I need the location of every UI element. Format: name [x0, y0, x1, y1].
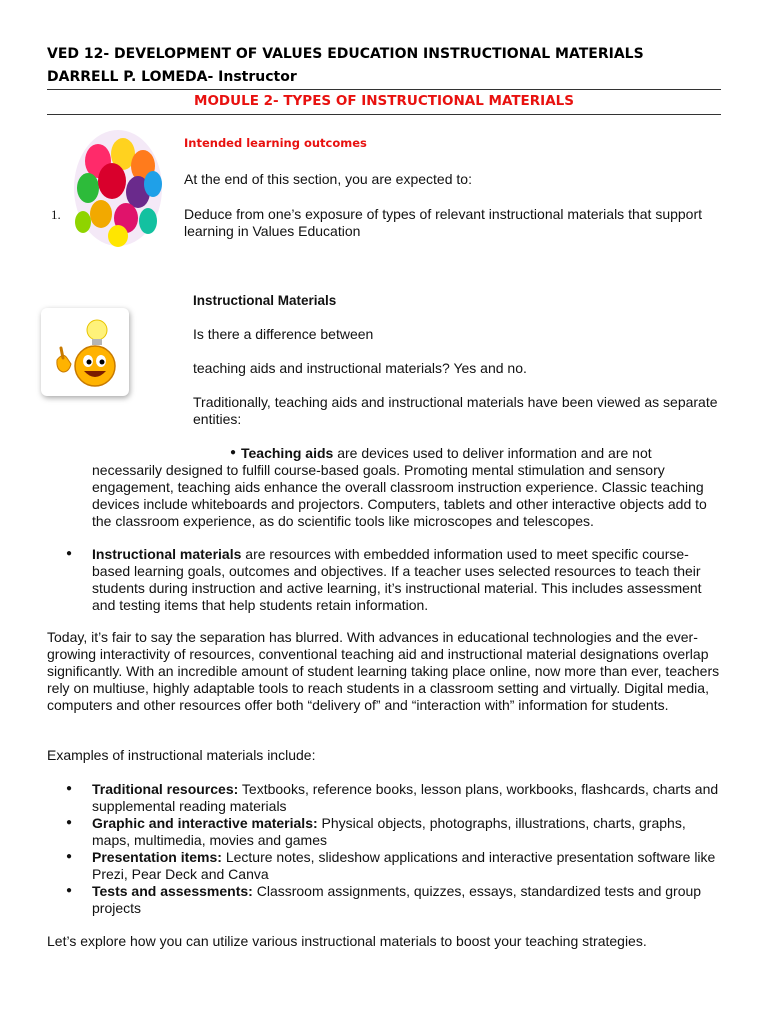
question-line-2: teaching aids and instructional materials? Yes and no. — [193, 360, 527, 376]
example-text: Lecture notes, slideshow applications and interactive presentation software like Prezi, Pear Deck and Canva — [92, 849, 716, 882]
bullet-icon: ● — [66, 548, 73, 559]
balloons-icon — [68, 126, 168, 252]
example-term: Tests and assessments: — [92, 883, 253, 899]
outcome-item: Deduce from one’s exposure of types of relevant instructional materials that support learning in Values Education — [184, 206, 703, 239]
example-item — [92, 815, 722, 849]
teaching-aids-definition — [92, 445, 722, 530]
example-item — [92, 883, 722, 917]
example-term: Presentation items: — [92, 849, 222, 865]
definition-text: are resources with embedded information used to meet specific course-based learning goals, outcomes and objectives. If a teacher uses selected resources to teach their students during instruction and active learning, it’s instructional material. This includes assessment and testing items that help students retain information. — [92, 546, 702, 613]
definition-text: are devices used to deliver information and are not necessarily designed to fulfill course-based goals. Promoting mental stimulation and sensory engagement, teaching aids enhance the overall classroom instruction experience. Classic teaching devices include whiteboards and projectors. Computers, tablets and other interactive objects add to the classroom experience, as do scientific tools like microscopes and telescopes. — [92, 445, 707, 529]
example-item — [92, 849, 722, 883]
example-text: Textbooks, reference books, lesson plans, workbooks, flashcards, charts and supplemental reading materials — [92, 781, 719, 814]
outcome-number: 1. — [51, 207, 61, 222]
section-title: Instructional Materials — [193, 293, 337, 308]
bullet-icon: ● — [66, 783, 73, 794]
closing-paragraph: Let’s explore how you can utilize various instructional materials to boost your teaching strategies. — [47, 933, 647, 949]
example-text: Physical objects, photographs, illustrations, charts, graphs, maps, multimedia, movies and games — [92, 815, 686, 848]
question-line-1: Is there a difference between — [193, 326, 374, 342]
outcomes-title: Intended learning outcomes — [184, 136, 367, 150]
examples-intro: Examples of instructional materials include: — [47, 747, 316, 763]
header-divider-top — [47, 89, 721, 90]
example-item — [92, 781, 722, 815]
instructor-name: DARRELL P. LOMEDA- Instructor — [47, 69, 297, 85]
outcomes-intro: At the end of this section, you are expected to: — [184, 171, 472, 187]
example-text: Classroom assignments, quizzes, essays, standardized tests and group projects — [92, 883, 702, 916]
example-term: Graphic and interactive materials: — [92, 815, 318, 831]
lightbulb-smiley-icon — [41, 308, 129, 396]
today-paragraph: Today, it’s fair to say the separation has blurred. With advances in educational technologies and the ever-growing interactivity of resources, conventional teaching aid and instructional material designations overlap significantly. With an incredible amount of student learning taking place online, now more than ever, teachers rely on multiuse, highly adaptable tools to reach students in a classroom setting and virtually. Digital media, computers and other resources offer both “delivery of” and “interaction with” information for students. — [47, 629, 720, 713]
definition-term: Instructional materials — [92, 546, 242, 562]
definition-term: Teaching aids — [241, 445, 334, 461]
header-divider-bottom — [47, 114, 721, 115]
bullet-icon: ● — [66, 885, 73, 896]
bullet-icon: ● — [66, 817, 73, 828]
module-title: MODULE 2- TYPES OF INSTRUCTIONAL MATERIALS — [194, 93, 574, 109]
bullet-icon: ● — [230, 447, 237, 458]
example-term: Traditional resources: — [92, 781, 239, 797]
course-title: VED 12- DEVELOPMENT OF VALUES EDUCATION INSTRUCTIONAL MATERIALS — [47, 46, 644, 62]
traditionally-paragraph: Traditionally, teaching aids and instructional materials have been viewed as separate entities: — [193, 394, 718, 427]
instructional-materials-definition — [92, 546, 722, 614]
bullet-icon: ● — [66, 851, 73, 862]
